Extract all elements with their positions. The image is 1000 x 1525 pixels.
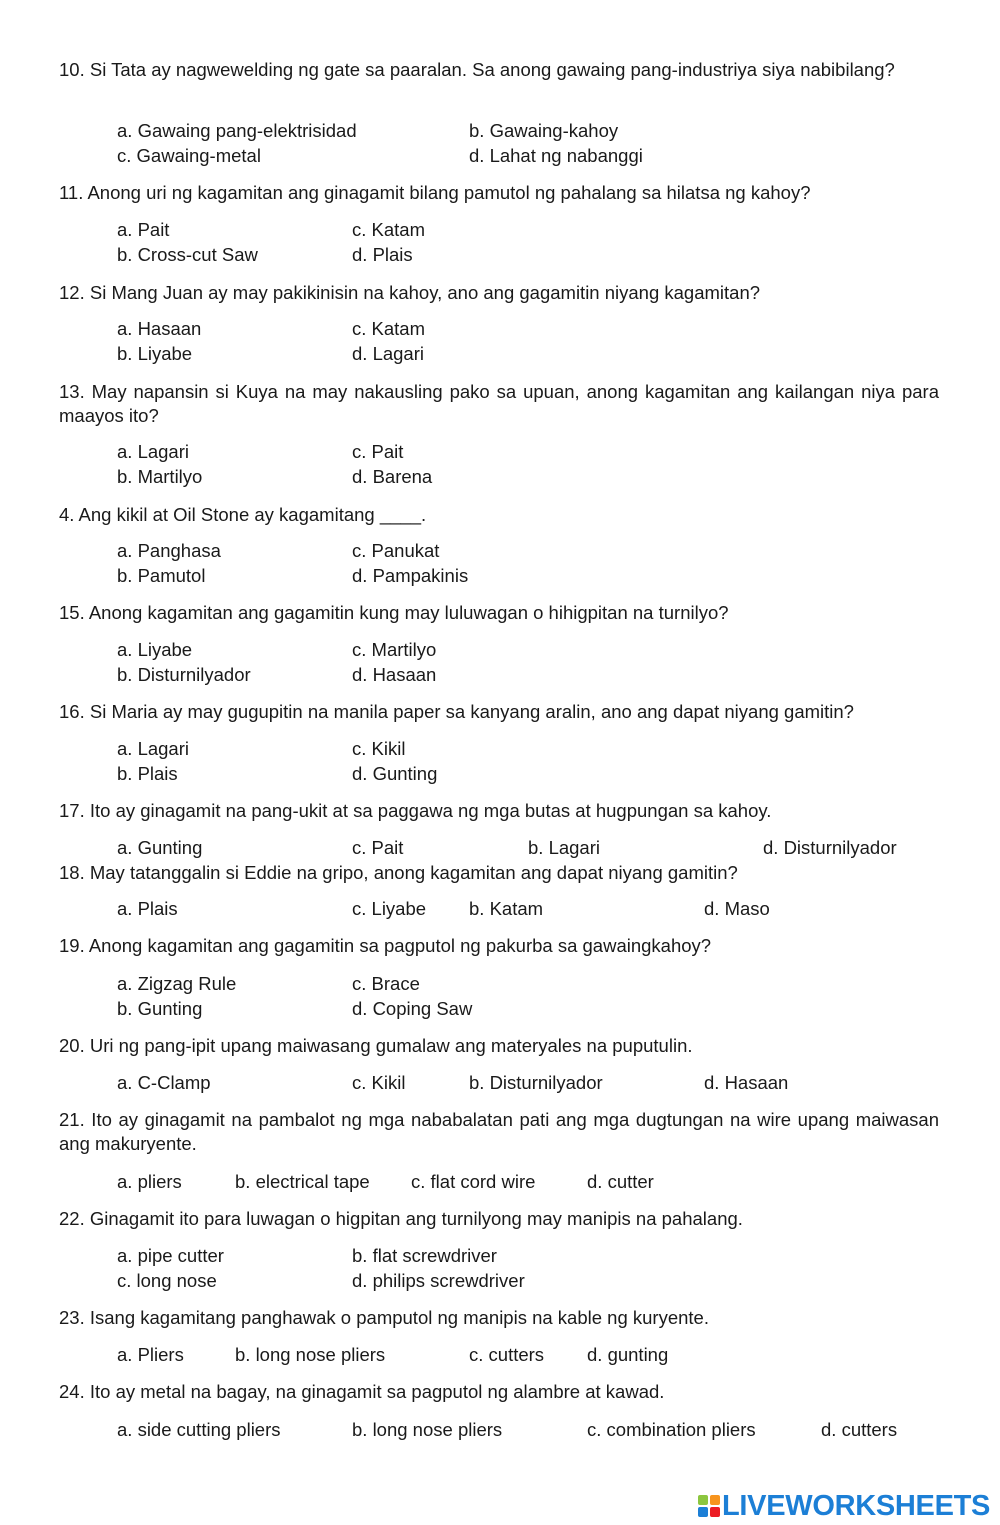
logo-square [710, 1495, 720, 1505]
option[interactable]: b. Plais [117, 763, 178, 784]
option[interactable]: d. Gunting [352, 763, 438, 784]
option[interactable]: c. combination pliers [587, 1419, 756, 1440]
option[interactable]: b. Cross-cut Saw [117, 244, 258, 265]
option[interactable]: d. Lahat ng nabanggi [469, 145, 643, 166]
question-14: 4. Ang kikil at Oil Stone ay kagamitang ____. [59, 504, 427, 525]
option[interactable]: b. Lagari [528, 837, 600, 858]
option[interactable]: d. Coping Saw [352, 998, 473, 1019]
option[interactable]: c. Pait [352, 837, 404, 858]
question-19: 19. Anong kagamitan ang gagamitin sa pagputol ng pakurba sa gawaingkahoy? [59, 935, 712, 956]
option[interactable]: c. Pait [352, 441, 404, 462]
option[interactable]: a. pliers [117, 1171, 182, 1192]
option[interactable]: d. cutter [587, 1171, 654, 1192]
option[interactable]: c. Martilyo [352, 639, 437, 660]
logo-square [698, 1495, 708, 1505]
option[interactable]: c. Kikil [352, 738, 406, 759]
option[interactable]: b. long nose pliers [235, 1344, 386, 1365]
option[interactable]: c. Panukat [352, 540, 440, 561]
option[interactable]: c. Gawaing-metal [117, 145, 261, 166]
liveworksheets-logo[interactable] [698, 1488, 990, 1524]
question-11: 11. Anong uri ng kagamitan ang ginagamit bilang pamutol ng pahalang sa hilatsa ng kahoy? [59, 182, 811, 203]
logo-icon [698, 1495, 720, 1517]
option[interactable]: b. Disturnilyador [117, 664, 251, 685]
option[interactable]: a. Lagari [117, 441, 189, 462]
option[interactable]: d. Maso [704, 898, 770, 919]
option[interactable]: a. C-Clamp [117, 1072, 211, 1093]
option[interactable]: d. cutters [821, 1419, 898, 1440]
option[interactable]: d. philips screwdriver [352, 1270, 525, 1291]
option[interactable]: c. Kikil [352, 1072, 406, 1093]
option[interactable]: d. Disturnilyador [763, 837, 897, 858]
option[interactable]: d. Plais [352, 244, 413, 265]
option[interactable]: c. Brace [352, 973, 420, 994]
logo-text: LIVEWORKSHEETS [722, 1489, 991, 1522]
question-21: 21. Ito ay ginagamit na pambalot ng mga nababalatan pati ang mga dugtungan na wire upang maiwasan ang makuryente. [59, 1109, 939, 1154]
option[interactable]: b. Pamutol [117, 565, 206, 586]
question-23: 23. Isang kagamitang panghawak o pamputol ng manipis na kable ng kuryente. [59, 1307, 709, 1328]
option[interactable]: d. Pampakinis [352, 565, 469, 586]
option[interactable]: c. cutters [469, 1344, 545, 1365]
option[interactable]: c. long nose [117, 1270, 217, 1291]
option[interactable]: b. flat screwdriver [352, 1245, 497, 1266]
option[interactable]: a. Hasaan [117, 318, 202, 339]
option[interactable]: a. Zigzag Rule [117, 973, 237, 994]
option[interactable]: b. Disturnilyador [469, 1072, 603, 1093]
logo-square [698, 1507, 708, 1517]
question-18: 18. May tatanggalin si Eddie na gripo, anong kagamitan ang dapat niyang gamitin? [59, 862, 738, 883]
option[interactable]: a. Pliers [117, 1344, 184, 1365]
option[interactable]: b. Gawaing-kahoy [469, 120, 619, 141]
option[interactable]: a. Gunting [117, 837, 203, 858]
option[interactable]: a. Lagari [117, 738, 189, 759]
question-13: 13. May napansin si Kuya na may nakausling pako sa upuan, anong kagamitan ang kailangan niya para maayos ito? [59, 381, 939, 426]
question-20: 20. Uri ng pang-ipit upang maiwasang gumalaw ang materyales na puputulin. [59, 1035, 693, 1056]
question-17: 17. Ito ay ginagamit na pang-ukit at sa paggawa ng mga butas at hugpungan sa kahoy. [59, 800, 772, 821]
option[interactable]: d. gunting [587, 1344, 669, 1365]
option[interactable]: b. electrical tape [235, 1171, 370, 1192]
option[interactable]: b. long nose pliers [352, 1419, 503, 1440]
option[interactable]: c. flat cord wire [411, 1171, 536, 1192]
option[interactable]: a. Gawaing pang-elektrisidad [117, 120, 357, 141]
question-24: 24. Ito ay metal na bagay, na ginagamit sa pagputol ng alambre at kawad. [59, 1381, 665, 1402]
question-16: 16. Si Maria ay may gugupitin na manila paper sa kanyang aralin, ano ang dapat niyang gamitin? [59, 701, 854, 722]
option[interactable]: b. Liyabe [117, 343, 193, 364]
option[interactable]: d. Hasaan [704, 1072, 789, 1093]
option[interactable]: a. side cutting pliers [117, 1419, 281, 1440]
logo-square [710, 1507, 720, 1517]
option[interactable]: a. Liyabe [117, 639, 193, 660]
option[interactable]: a. pipe cutter [117, 1245, 224, 1266]
question-15: 15. Anong kagamitan ang gagamitin kung may luluwagan o hihigpitan na turnilyo? [59, 602, 729, 623]
question-12: 12. Si Mang Juan ay may pakikinisin na kahoy, ano ang gagamitin niyang kagamitan? [59, 282, 761, 303]
question-22: 22. Ginagamit ito para luwagan o higpitan ang turnilyong may manipis na pahalang. [59, 1208, 743, 1229]
option[interactable]: d. Barena [352, 466, 433, 487]
option[interactable]: a. Pait [117, 219, 170, 240]
option[interactable]: b. Martilyo [117, 466, 203, 487]
option[interactable]: b. Katam [469, 898, 544, 919]
option[interactable]: c. Liyabe [352, 898, 427, 919]
question-10: 10. Si Tata ay nagwewelding ng gate sa paaralan. Sa anong gawaing pang-industriya siya nabibilang? [59, 59, 895, 80]
option[interactable]: b. Gunting [117, 998, 203, 1019]
option[interactable]: c. Katam [352, 219, 425, 240]
option[interactable]: d. Hasaan [352, 664, 437, 685]
option[interactable]: d. Lagari [352, 343, 424, 364]
option[interactable]: a. Plais [117, 898, 178, 919]
option[interactable]: c. Katam [352, 318, 425, 339]
option[interactable]: a. Panghasa [117, 540, 221, 561]
